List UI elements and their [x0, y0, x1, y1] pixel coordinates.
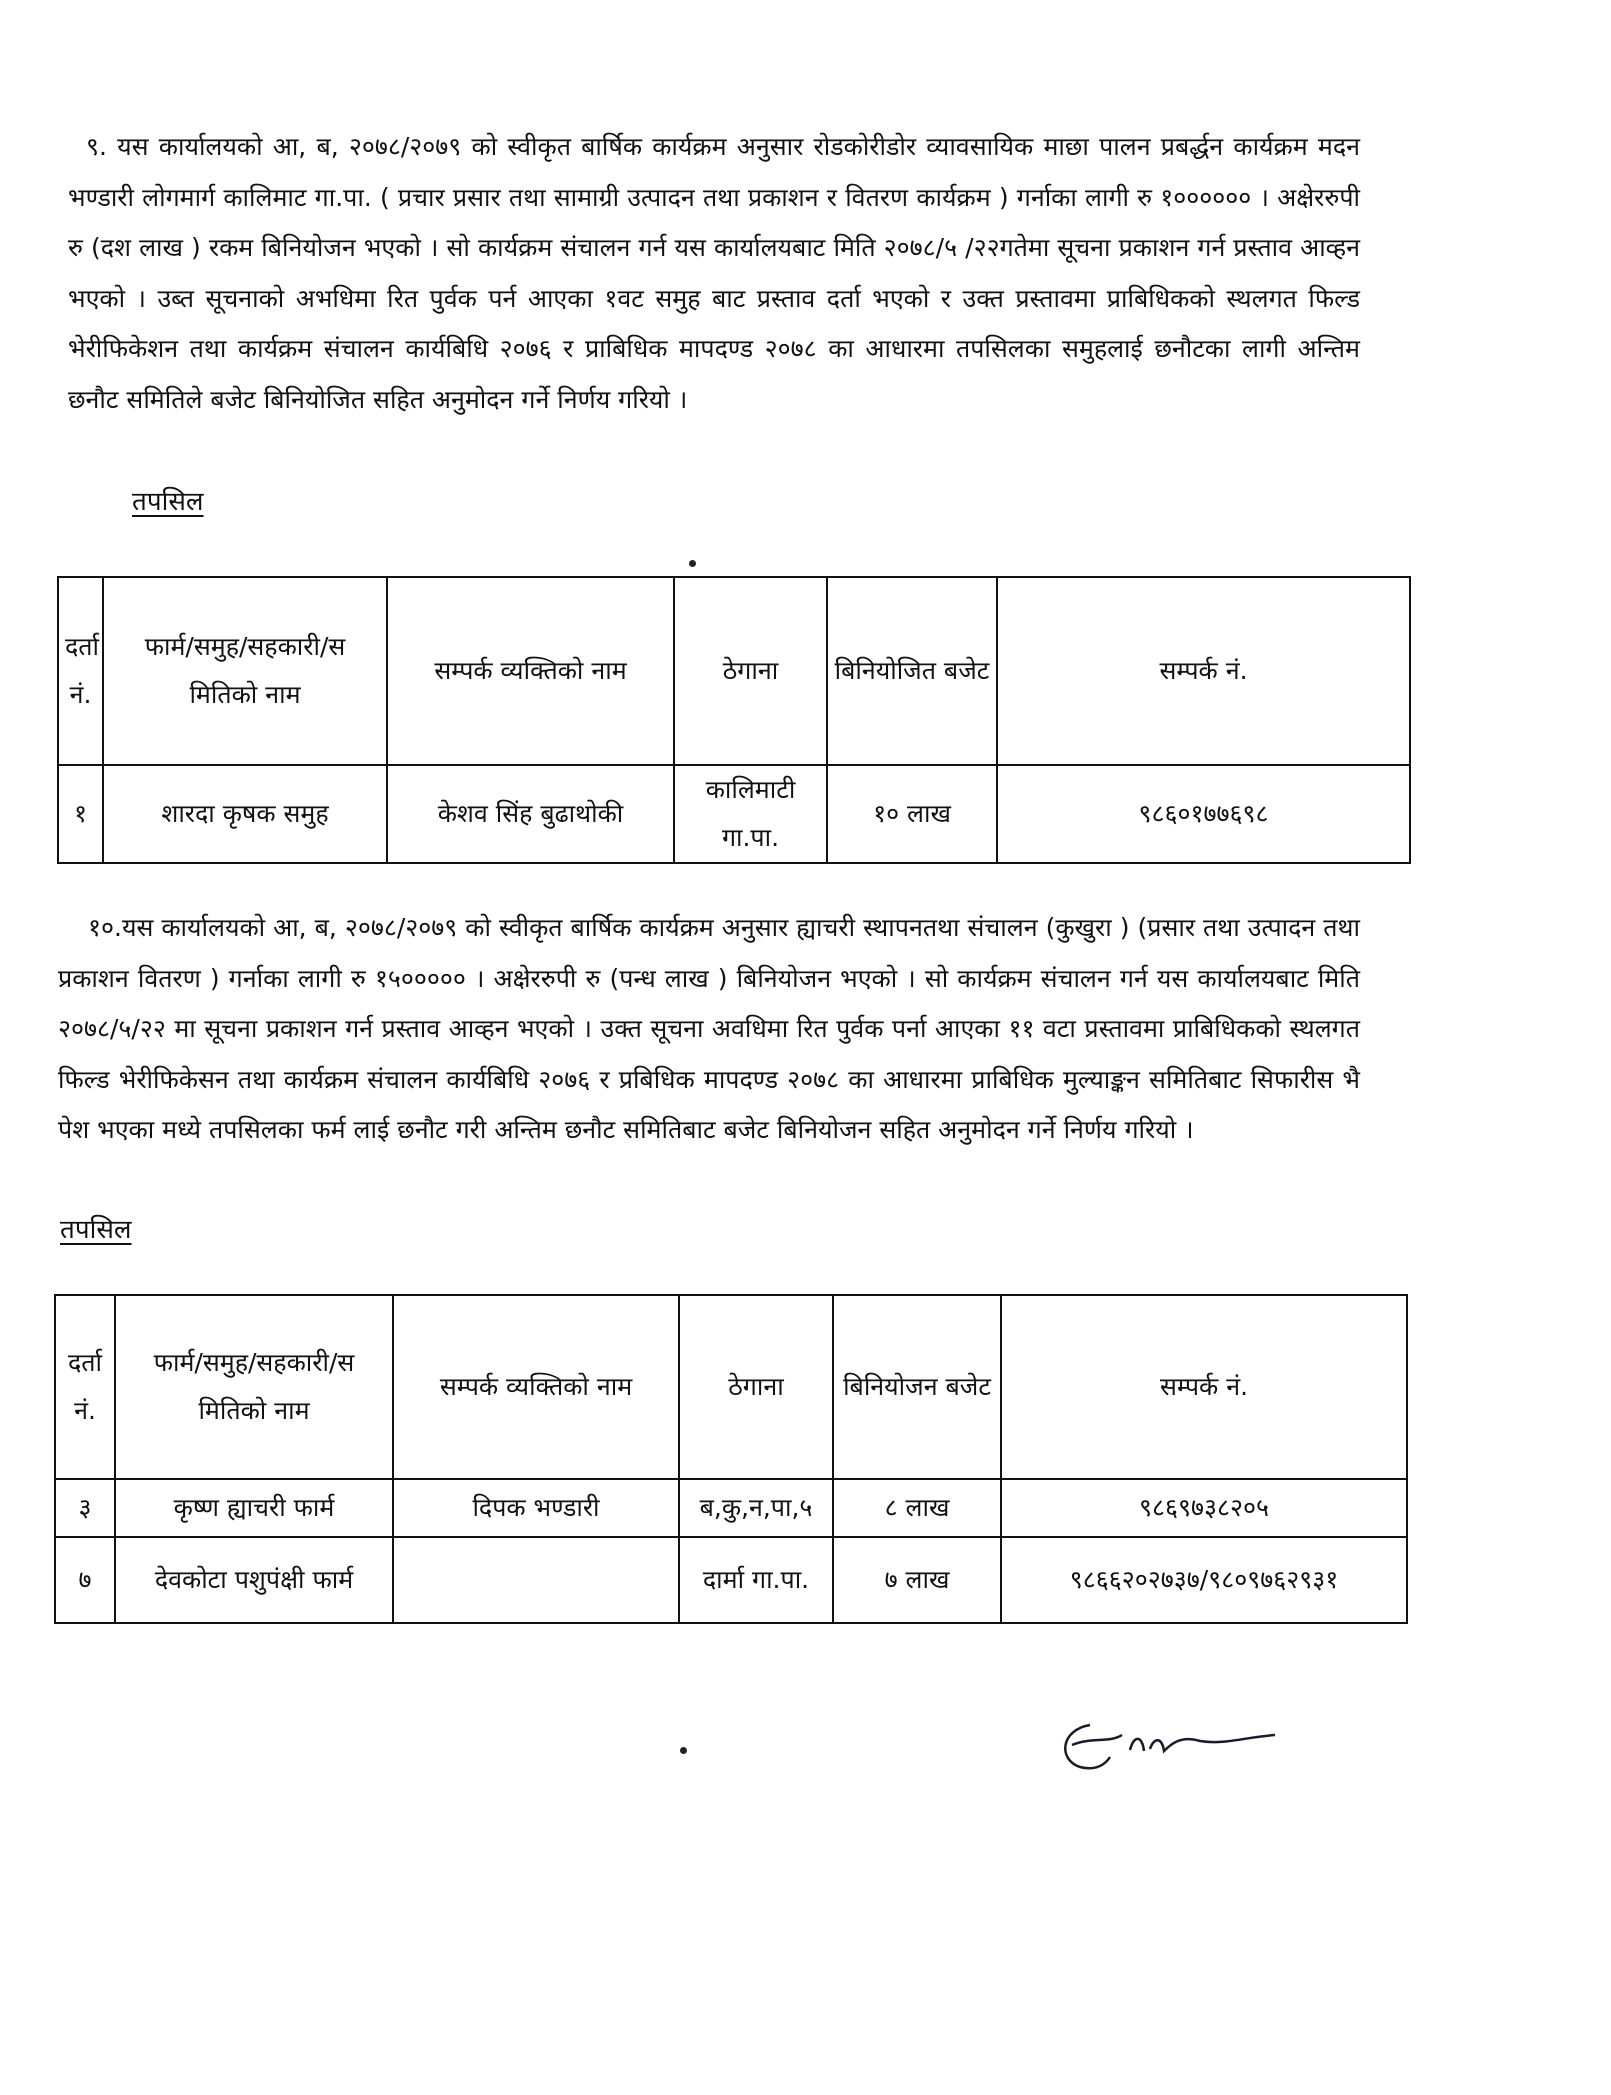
table-header-row: [55, 1295, 1407, 1479]
table-row: [55, 1479, 1407, 1537]
column-header-registration-no: दर्ता नं.: [55, 1295, 115, 1479]
column-header-registration-no: दर्ता नं.: [58, 577, 103, 765]
column-header-contact-no: सम्पर्क नं.: [1001, 1295, 1407, 1479]
section-9-table: [57, 576, 1411, 864]
cell-registration-no: ७: [55, 1537, 115, 1623]
table-row: [58, 765, 1410, 863]
cell-registration-no: ३: [55, 1479, 115, 1537]
cell-address: दार्मा गा.पा.: [679, 1537, 833, 1623]
table-row: [55, 1537, 1407, 1623]
cell-address: ब,कु,न,पा,५: [679, 1479, 833, 1537]
column-header-contact-person: सम्पर्क व्यक्तिको नाम: [387, 577, 674, 765]
section-10-paragraph: १०.यस कार्यालयको आ, ब, २०७८/२०७९ को स्वीकृत बार्षिक कार्यक्रम अनुसार ह्याचरी स्थापनतथा संचालन (कुखुरा ) (प्रसार तथा उत्पादन तथा प्रकाशन वितरण ) गर्नाका लागी रु १५००००० । अक्षेररुपी रु (पन्ध लाख ) बिनियोजन भएको । सो कार्यक्रम संचालन गर्न यस कार्यालयबाट मिति २०७८/५/२२ मा सूचना प्रकाशन गर्न प्रस्ताव आव्हन भएको । उक्त सूचना अवधिमा रित पुर्वक पर्ना आएका ११ वटा प्रस्तावमा प्राबिधिकको स्थलगत फिल्ड भेरीफिकेसन तथा कार्यक्रम संचालन कार्यबिधि २०७६ र प्रबिधिक मापदण्ड २०७८ का आधारमा प्राबिधिक मुल्याङ्कन समितिबाट सिफारीस भै पेश भएका मध्ये तपसिलका फर्म लाई छनौट गरी अन्तिम छनौट समितिबाट बजेट बिनियोजन सहित अनुमोदन गर्ने निर्णय गरियो ।: [58, 913, 1360, 1144]
cell-contact-no: ९८६६२०२७३७/९८०९७६२९३१: [1001, 1537, 1407, 1623]
cell-firm-name: कृष्ण ह्याचरी फार्म: [115, 1479, 393, 1537]
section-10-table: [54, 1294, 1408, 1624]
table-header-row: [58, 577, 1410, 765]
cell-contact-person: दिपक भण्डारी: [393, 1479, 679, 1537]
cell-address: कालिमाटी गा.पा.: [674, 765, 827, 863]
column-header-address: ठेगाना: [679, 1295, 833, 1479]
column-header-budget: बिनियोजन बजेट: [833, 1295, 1001, 1479]
section-10-schedule-heading: तपसिल: [60, 1215, 132, 1245]
column-header-contact-no: सम्पर्क नं.: [997, 577, 1410, 765]
cell-group-name: शारदा कृषक समुह: [103, 765, 387, 863]
cell-contact-person: [393, 1537, 679, 1623]
column-header-group-name: फार्म/समुह/सहकारी/स मितिको नाम: [103, 577, 387, 765]
cell-registration-no: १: [58, 765, 103, 863]
cell-contact-no: ९८६९७३८२०५: [1001, 1479, 1407, 1537]
cell-firm-name: देवकोटा पशुपंक्षी फार्म: [115, 1537, 393, 1623]
scan-speck: [689, 560, 696, 567]
column-header-budget: बिनियोजित बजेट: [827, 577, 997, 765]
signature-mark: [1050, 1705, 1280, 1785]
section-9-paragraph: ९. यस कार्यालयको आ, ब, २०७८/२०७९ को स्वीकृत बार्षिक कार्यक्रम अनुसार रोडकोरीडोर व्यावसायिक माछा पालन प्रबर्द्धन कार्यक्रम मदन भण्डारी लोगमार्ग कालिमाट गा.पा. ( प्रचार प्रसार तथा सामाग्री उत्पादन तथा प्रकाशन र वितरण कार्यक्रम ) गर्नाका लागी रु १०००००० । अक्षेररुपी रु (दश लाख ) रकम बिनियोजन भएको । सो कार्यक्रम संचालन गर्न यस कार्यालयबाट मिति २०७८/५ /२२गतेमा सूचना प्रकाशन गर्न प्रस्ताव आव्हन भएको । उब्त सूचनाको अभधिमा रित पुर्वक पर्न आएका १वट समुह बाट प्रस्ताव दर्ता भएको र उक्त प्रस्तावमा प्राबिधिकको स्थलगत फिल्ड भेरीफिकेशन तथा कार्यक्रम संचालन कार्यबिधि २०७६ र प्राबिधिक मापदण्ड २०७८ का आधारमा तपसिलका समुहलाई छनौटका लागी अन्तिम छनौट समितिले बजेट बिनियोजित सहित अनुमोदन गर्ने निर्णय गरियो ।: [68, 132, 1360, 414]
cell-budget: ८ लाख: [833, 1479, 1001, 1537]
cell-budget: १० लाख: [827, 765, 997, 863]
column-header-firm-name: फार्म/समुह/सहकारी/स मितिको नाम: [115, 1295, 393, 1479]
cell-budget: ७ लाख: [833, 1537, 1001, 1623]
scan-speck: [680, 1747, 687, 1754]
cell-contact-person: केशव सिंह बुढाथोकी: [387, 765, 674, 863]
column-header-address: ठेगाना: [674, 577, 827, 765]
cell-contact-no: ९८६०१७७६९८: [997, 765, 1410, 863]
column-header-contact-person: सम्पर्क व्यक्तिको नाम: [393, 1295, 679, 1479]
section-9-schedule-heading: तपसिल: [132, 487, 204, 517]
